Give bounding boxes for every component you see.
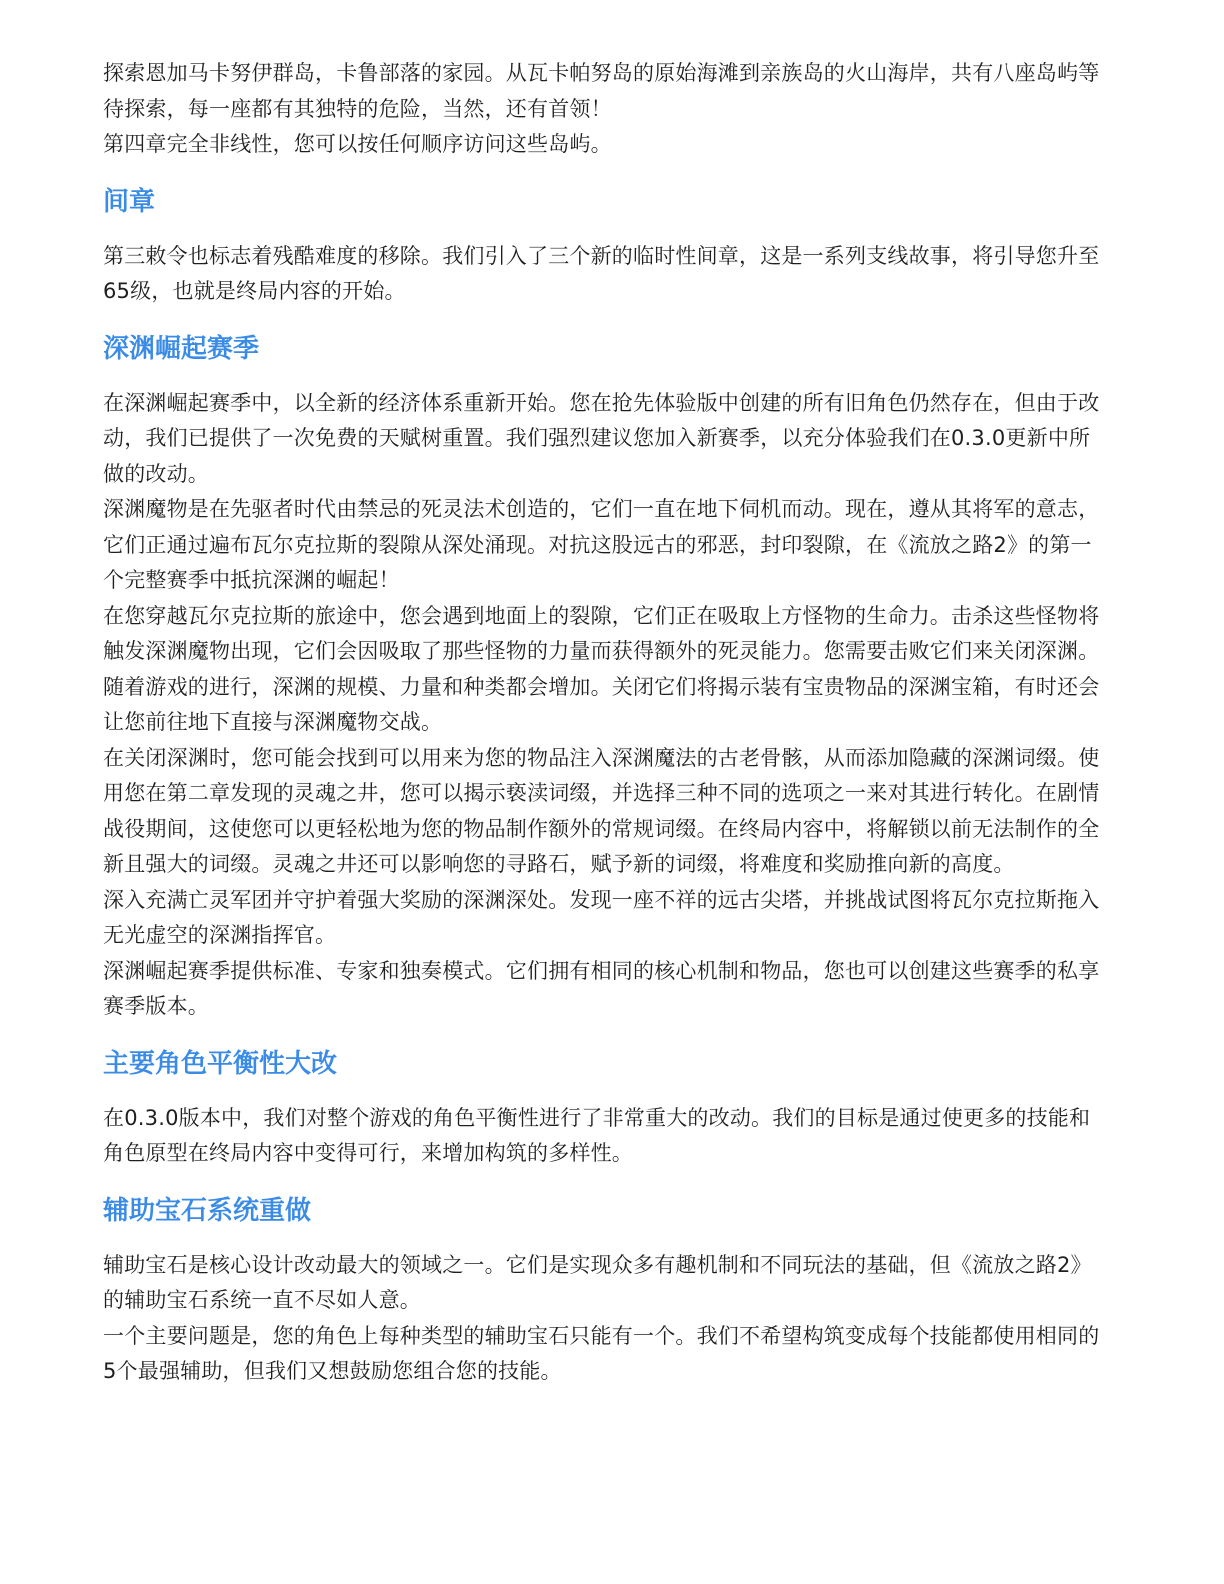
section-paragraph: 在深渊崛起赛季中，以全新的经济体系重新开始。您在抢先体验版中创建的所有旧角色仍然存在，但由于改动，我们已提供了一次免费的天赋树重置。我们强烈建议您加入新赛季，以充分体验我们在0.3.0更新中所做的改动。 <box>103 390 1100 486</box>
intro-paragraph: 探索恩加马卡努伊群岛，卡鲁部落的家园。从瓦卡帕努岛的原始海滩到亲族岛的火山海岸，共有八座岛屿等待探索，每一座都有其独特的危险，当然，还有首领！ <box>103 61 1100 121</box>
section-paragraph: 在0.3.0版本中，我们对整个游戏的角色平衡性进行了非常重大的改动。我们的目标是通过使更多的技能和角色原型在终局内容中变得可行，来增加构筑的多样性。 <box>103 1105 1091 1165</box>
section-paragraph: 辅助宝石是核心设计改动最大的领域之一。它们是实现众多有趣机制和不同玩法的基础，但《流放之路2》的辅助宝石系统一直不尽如人意。 <box>103 1252 1092 1312</box>
section-abyss-season <box>103 310 1104 1025</box>
section-heading: 主要角色平衡性大改 <box>103 1048 338 1079</box>
section-heading: 深渊崛起赛季 <box>103 333 260 364</box>
section-paragraph: 在关闭深渊时，您可能会找到可以用来为您的物品注入深渊魔法的古老骨骸，从而添加隐藏的深渊词缀。使用您在第二章发现的灵魂之井，您可以揭示亵渎词缀，并选择三种不同的选项之一来对其进行转化。在剧情战役期间，这使您可以更轻松地为您的物品制作额外的常规词缀。在终局内容中，将解锁以前无法制作的全新且强大的词缀。灵魂之井还可以影响您的寻路石，赋予新的词缀，将难度和奖励推向新的高度。 <box>103 745 1100 876</box>
section-paragraph: 在您穿越瓦尔克拉斯的旅途中，您会遇到地面上的裂隙，它们正在吸取上方怪物的生命力。击杀这些怪物将触发深渊魔物出现，它们会因吸取了那些怪物的力量而获得额外的死灵能力。您需要击败它们来关闭深渊。 <box>103 603 1100 663</box>
section-paragraph: 随着游戏的进行，深渊的规模、力量和种类都会增加。关闭它们将揭示装有宝贵物品的深渊宝箱，有时还会让您前往地下直接与深渊魔物交战。 <box>103 674 1100 734</box>
section-paragraph: 一个主要问题是，您的角色上每种类型的辅助宝石只能有一个。我们不希望构筑变成每个技能都使用相同的5个最强辅助，但我们又想鼓励您组合您的技能。 <box>103 1323 1100 1383</box>
intro-paragraph: 第四章完全非线性，您可以按任何顺序访问这些岛屿。 <box>103 132 612 156</box>
section-paragraph: 深渊魔物是在先驱者时代由禁忌的死灵法术创造的，它们一直在地下伺机而动。现在，遵从其将军的意志，它们正通过遍布瓦尔克拉斯的裂隙从深处涌现。对抗这股远古的邪恶，封印裂隙，在《流放之路2》的第一个完整赛季中抵抗深渊的崛起！ <box>103 497 1100 592</box>
section-heading: 辅助宝石系统重做 <box>103 1195 312 1226</box>
section-support-gems <box>103 1172 1104 1390</box>
intro-section <box>103 56 1104 163</box>
section-heading: 间章 <box>103 186 156 217</box>
section-character-balance <box>103 1025 1104 1172</box>
section-interlude <box>103 163 1104 310</box>
section-paragraph: 深渊崛起赛季提供标准、专家和独奏模式。它们拥有相同的核心机制和物品，您也可以创建这些赛季的私享赛季版本。 <box>103 958 1100 1018</box>
section-paragraph: 深入充满亡灵军团并守护着强大奖励的深渊深处。发现一座不祥的远古尖塔，并挑战试图将瓦尔克拉斯拖入无光虚空的深渊指挥官。 <box>103 887 1100 947</box>
section-paragraph: 第三敕令也标志着残酷难度的移除。我们引入了三个新的临时性间章，这是一系列支线故事，将引导您升至65级，也就是终局内容的开始。 <box>103 243 1100 303</box>
